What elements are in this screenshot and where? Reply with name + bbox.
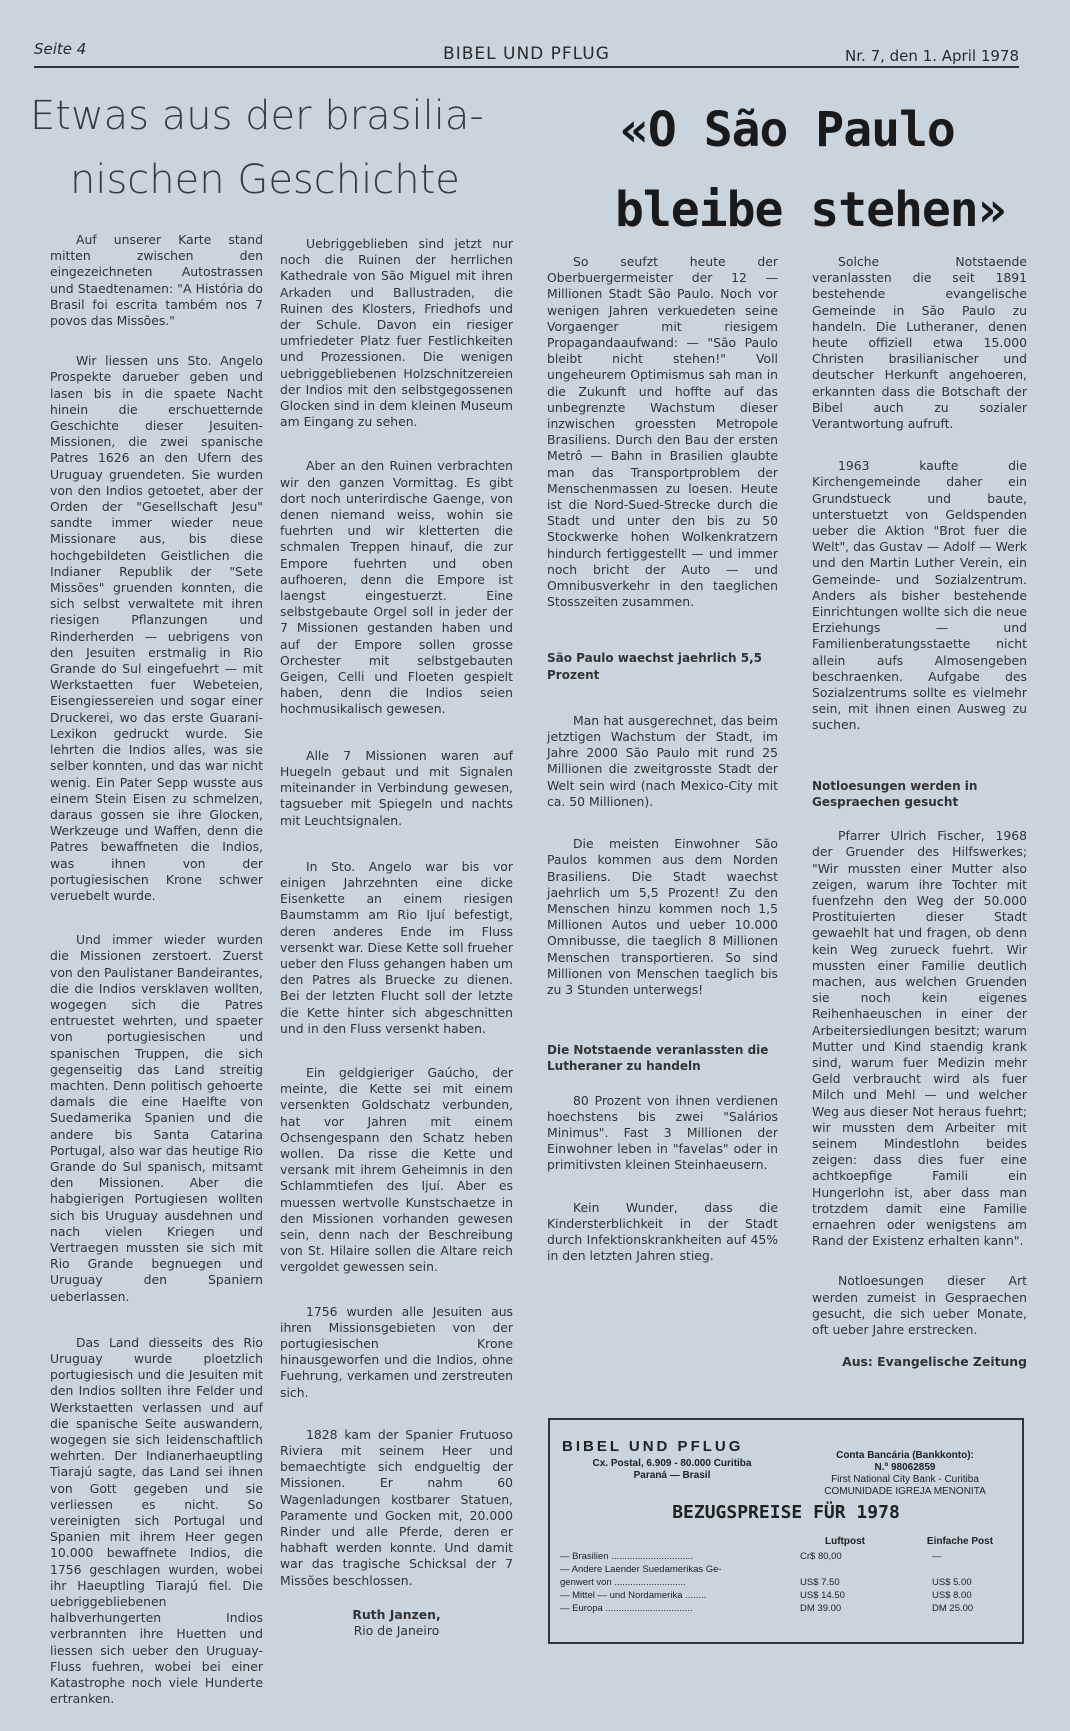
table-row	[560, 1602, 1020, 1615]
box-bank-info	[800, 1450, 1010, 1498]
address-line: Cx. Postal, 6.909 - 80.000 Curitiba	[592, 1458, 752, 1469]
address-line: Paraná — Brasil	[633, 1470, 711, 1481]
row-einfache: DM 25.00	[932, 1603, 974, 1614]
subheading: São Paulo waechst jaehrlich 5,5 Prozent	[547, 651, 762, 682]
subscription-box	[548, 1418, 1024, 1644]
table-row	[560, 1563, 1020, 1576]
paragraph: So seufzt heute der Oberbuergermeister der 12 — Millionen Stadt São Paulo. Noch vor wenigen Jahren verkuedeten seine Vorgaenger mit riesigem Propagandaaufwand: — "São Paulo bleibt nicht stehen!" Voll ungeheurem Optimismus sah man in die Zukunft und hoffte auf das unbegrenzte Wachstum dieser inzwischen groessten Metropole Brasiliens. Durch den Bau der ersten Metrô — Bahn in Brasilien glaubte man das Transportproblem der Menschenmassen zu loesen. Heute ist die Nord-Sued-Strecke durch die Stadt und unter den bis zu 50 Stockwerke hohen Wolkenkratzern hindurch fertiggestellt — und immer noch bricht der Auto — und Omnibusverkehr in den taeglichen Stosszeiten zusammen.	[547, 254, 778, 610]
article1-title	[30, 84, 530, 212]
article-source: Aus: Evangelische Zeitung	[842, 1354, 1027, 1370]
box-address	[562, 1458, 782, 1482]
paragraph: Alle 7 Missionen waren auf Huegeln gebaut und mit Signalen miteinander in Verbindung gewesen, tagsueber mit Spiegeln und nachts mit Leuchtsignalen.	[280, 747, 513, 828]
table-row	[560, 1589, 1020, 1602]
row-luftpost: Cr$ 80,00	[800, 1551, 842, 1562]
paragraph: Auf unserer Karte stand mitten zwischen den eingezeichneten Autostrassen und Staedtenamen: "A História do Brasil foi escrita também nos 7 povos das Missões."	[50, 232, 263, 329]
bank-holder: COMUNIDADE IGREJA MENONITA	[824, 1486, 986, 1497]
row-label: — Brasilien ...............................	[560, 1551, 694, 1562]
article1-column1	[50, 232, 263, 1731]
paragraph: Kein Wunder, dass die Kindersterblichkeit in der Stadt durch Infektionskrankheiten auf 45% in den letzten Jahren stieg.	[547, 1199, 778, 1264]
bank-name: First National City Bank - Curitiba	[831, 1474, 979, 1485]
paragraph: Man hat ausgerechnet, das beim jetztigen Wachstum der Stadt, im Jahre 2000 São Paulo mit rund 25 Millionen die zweitgrosste Stadt der Welt sein wird (nach Mexico-City mit ca. 50 Millionen).	[547, 712, 778, 809]
row-label: — Mittel — und Nordamerika ........	[560, 1590, 707, 1601]
price-table	[560, 1550, 1020, 1615]
paragraph: Pfarrer Ulrich Fischer, 1968 der Gruender des Hilfswerkes; "Wir mussten einer Mutter also zeigen, warum ihre Tochter mit fuenfzehn den Weg der 50.000 Prostituierten dieser Stadt gewaehlt hat und fragen, ob denn kein Weg zurueck fuehrt. Wir mussten einer Familie deutlich machen, aus welchen Gruenden sie noch kein eigenes Reihenhaeuschen in einer der Arbeitersiedlungen besitzt; warum Mutter und Kind staendig krank sind, warum fuer Medizin mehr Geld verbraucht wird als fuer Milch und Mehl — und welcher Weg aus dieser Not heraus fuehrt; wir mussten dem Arbeiter mit seinem Mindestlohn beides zeigen: dass dies fuer eine achtkoepfige Famili ein Hungerlohn ist, aber dass man trotzdem damit eine Familie ernaehren oder wenigstens am Rand der Existenz erhalten kann".	[812, 828, 1027, 1249]
page-number: Seite 4	[34, 40, 87, 58]
paragraph: Solche Notstaende veranlassten die seit 1891 bestehende evangelische Gemeinde in São Paulo zu handeln. Die Lutheraner, denen heute offiziell etwa 15.000 Christen brasilianischer und deutscher Herkunft angehoeren, erkannten dass die Botschaft der Bibel auch zu sozialer Verantwortung aufruft.	[812, 254, 1027, 432]
row-einfache: US$ 5.00	[932, 1577, 972, 1588]
row-luftpost: US$ 7.50	[800, 1577, 840, 1588]
box-title: BEZUGSPREISE FÜR 1978	[672, 1502, 900, 1523]
article2-column1	[547, 254, 778, 1288]
subheading: Die Notstaende veranlassten die Lutheraner zu handeln	[547, 1043, 769, 1074]
page-header	[34, 38, 1019, 66]
article1-column2	[280, 236, 513, 1639]
box-publication-name: BIBEL UND PFLUG	[562, 1438, 744, 1455]
paragraph: 1828 kam der Spanier Frutuoso Riviera mit seinem Heer und bemaechtigte sich endgueltig der Missionen. Er nahm 60 Wagenladungen kostbarer Statuen, Paramente und Gocken mit, 20.000 Rinder und alle Pferde, deren er habhaft werden konnte. Und damit war das tragische Schicksal der 7 Missões beschlossen.	[280, 1426, 513, 1588]
paragraph: In Sto. Angelo war bis vor einigen Jahrzehnten eine dicke Eisenkette an einem riesigen Baumstamm am Rio Ijuí befestigt, deren anderes Ende im Fluss versenkt war. Diese Kette soll frueher ueber den Fluss gehangen haben um den Patres als Bruecke zu dienen. Bei der letzten Flucht soll der letzte die Kette hinter sich abgeschnitten und in den Fluss versenkt haben.	[280, 858, 513, 1036]
subheading: Notloesungen werden in Gespraechen gesucht	[812, 778, 978, 809]
signature-place: Rio de Janeiro	[353, 1623, 440, 1639]
row-label: genwert von ...........................	[560, 1577, 686, 1588]
row-label: — Andere Laender Suedamerikas Ge-	[560, 1564, 722, 1575]
paragraph: Das Land diesseits des Rio Uruguay wurde ploetzlich portugiesisch und die Jesuiten mit den Indios sollten ihre Felder und Werkstaetten verlassen und auf die spanische Seite auswandern, wogegen sie sich leidenschaftlich wehrten. Der Indianerhaeuptling Tiarajú sagte, das Land sei ihnen von Gott gegeben und sie verliessen es nicht. So vereinigten sich Portugal und Spanien mit ihrem Heer gegen 10.000 bewaffnete Indios, die 1756 geschlagen wurden, wobei ihr Haeuptling Tiarajú fiel. Die uebriggebliebenen halbverhungerten Indios verbrannten ihre Huetten und liessen sich ueber den Uruguay-Fluss fuehren, wobei bei einer Katastrophe noch viele Hunderte ertranken.	[50, 1334, 263, 1707]
table-row	[560, 1550, 1020, 1563]
paragraph: Und immer wieder wurden die Missionen zerstoert. Zuerst von den Paulistaner Bandeirantes, die die Indios versklaven wollten, wogegen sich die Patres entruestet wehrten, und spaeter von portugiesischen und spanischen Truppen, die sich gegenseitig das Land streitig machten. Denn politisch gehoerte damals die eine Haelfte von Suedamerika Spanien und die andere bis Santa Catarina Portugal, also war das heutige Rio Grande do Sul spanisch, mitsamt den Missionen. Aber die habgierigen Portugiesen wollten sich bis Uruguay ausdehnen und nach vielen Kriegen und Vertraegen mussten sie sich mit Rio Grande begnuegen und Uruguay den Spaniern ueberlassen.	[50, 932, 263, 1304]
article1-title-line1: Etwas aus der brasilia-	[30, 93, 484, 139]
row-luftpost: US$ 14.50	[800, 1590, 845, 1601]
bank-number: N.º 98062859	[874, 1462, 936, 1473]
paragraph: 1756 wurden alle Jesuiten aus ihren Missionsgebieten von der portugiesischen Krone hinausgeworfen und die Indios, ohne Fuehrung, verkamen und zerstreuten sich.	[280, 1303, 513, 1400]
column-header-luftpost: Luftpost	[825, 1536, 865, 1547]
signature-name: Ruth Janzen,	[352, 1606, 441, 1622]
row-einfache: US$ 8.00	[932, 1590, 972, 1601]
paragraph: 80 Prozent von ihnen verdienen hoechstens bis zwei "Salários Minimus". Fast 3 Millionen der Einwohner leben in "favelas" oder in primitivsten kleinen Steinhaeusern.	[547, 1092, 778, 1173]
row-luftpost: DM 39.00	[800, 1603, 842, 1614]
paragraph: Uebriggeblieben sind jetzt nur noch die Ruinen der herrlichen Kathedrale von São Miguel mit ihren Arkaden und Ballustraden, die Ruinen des Klosters, Friedhofs und der Schule. Davon ein riesiger umfriedeter Platz fuer Festlichkeiten und Prozessionen. Die wenigen uebriggebliebenen Holzschnitzereien der Indios mit den selbstgegossenen Glocken sind in dem kleinen Museum am Eingang zu sehen.	[280, 236, 513, 430]
masthead: BIBEL UND PFLUG	[443, 44, 610, 64]
table-row	[560, 1576, 1020, 1589]
row-einfache: —	[932, 1551, 942, 1562]
article2-title	[600, 90, 1030, 250]
paragraph: Notloesungen dieser Art werden zumeist in Gespraechen gesucht, die sich ueber Monate, oft ueber Jahre erstrecken.	[812, 1273, 1027, 1337]
row-label: — Europa .................................	[560, 1603, 693, 1614]
article2-title-line1: «O São Paulo	[620, 102, 955, 158]
paragraph: Wir liessen uns Sto. Angelo Prospekte darueber geben und lasen bis in die spaete Nacht hinein die erschuetternde Geschichte dieser Jesuiten-Missionen, die zwei spanische Patres 1626 an den Ufern des Uruguay gruendeten. Sie wurden von den Indios getoetet, aber der Orden der "Gesellschaft Jesu" sandte immer wieder neue Missionare aus, bis diese hochgebildeten Geistlichen die Indianer Republik der "Sete Missões" gruenden konnten, die sich selbst verwaltete mit ihren riesigen Pflanzungen und Rinderherden — uebrigens von den Jesuiten erstmalig in Rio Grande do Sul eingefuehrt — mit Werkstaetten fuer Webeteien, Eisengiessereien und sogar einer Druckerei, wo das erste Guarani-Lexikon gedruckt wurde. Sie lehrten die Indios alles, was sie selber konnten, und das war nicht wenig. Ein Pater Sepp wusste aus einem Stein Eisen zu schmelzen, daraus gossen sie ihre Glocken, Werkzeuge und Waffen, denn die Patres bewaffneten die Indios, was ihnen von der portugiesischen Krone schwer veruebelt wurde.	[50, 353, 263, 903]
article2-column2	[812, 254, 1027, 1370]
paragraph: Aber an den Ruinen verbrachten wir den ganzen Vormittag. Es gibt dort noch unterirdische Gaenge, von denen niemand weiss, wohin sie fuehrten und wir kletterten die schmalen Treppen hinauf, die zur Empore fuehrten und oben aufhoeren, denn die Empore ist laengst eingestuerzt. Eine selbstgebaute Orgel soll in jeder der 7 Missionen gestanden haben und auf der Empore sollen grosse Orchester mit selbstgebauten Geigen, Celli und Floeten gespielt haben, denn die Indios seien hochmusikalisch gewesen.	[280, 458, 513, 717]
header-rule	[34, 66, 1019, 68]
article1-title-line2: nischen Geschichte	[70, 157, 460, 203]
article2-title-line2: bleibe stehen»	[615, 182, 1006, 238]
column-header-einfache: Einfache Post	[926, 1536, 994, 1547]
paragraph: 1963 kaufte die Kirchengemeinde daher ein Grundstueck und baute, unterstuetzt von Geldspenden ueber die Aktion "Brot fuer die Welt", das Gustav — Adolf — Werk und den Martin Luther Verein, ein Gemeinde- und Sozialzentrum. Anders als bisher bestehende Einrichtungen wollte sich die neue Erziehungs — und Familienberatungsstaette nicht allein aufs Almosengeben beschraenken. Aufgabe des Sozialzentrums sollte es vielmehr sein, mit ihnen einen Ausweg zu suchen.	[812, 458, 1027, 733]
paragraph: Die meisten Einwohner São Paulos kommen aus dem Norden Brasiliens. Die Stadt waechst jaehrlich um 5,5 Prozent! Zu den Menschen hinzu kommen noch 1,5 Millionen Autos und ueber 10.000 Omnibusse, die taeglich 8 Millionen Menschen transportieren. So sind Millionen von Menschen taeglich bis zu 3 Stunden unterwegs!	[547, 836, 778, 997]
issue-date: Nr. 7, den 1. April 1978	[845, 47, 1019, 65]
paragraph: Ein geldgieriger Gaúcho, der meinte, die Kette sei mit einem versenkten Goldschatz verbunden, hat vor Jahren mit einem Ochsengespann den Schatz heben wollen. Da risse die Kette und versank mit ihrem Geheimnis in den Schlammtiefen des Ijuí. Aber es muessen wertvolle Kunstschaetze in den Missionen vorhanden gewesen sein, denn nach der Beschreibung von St. Hilaire sollen die Altare reich vergoldet gewessen sein.	[280, 1064, 513, 1275]
bank-title: Conta Bancária (Bankkonto):	[836, 1450, 974, 1461]
